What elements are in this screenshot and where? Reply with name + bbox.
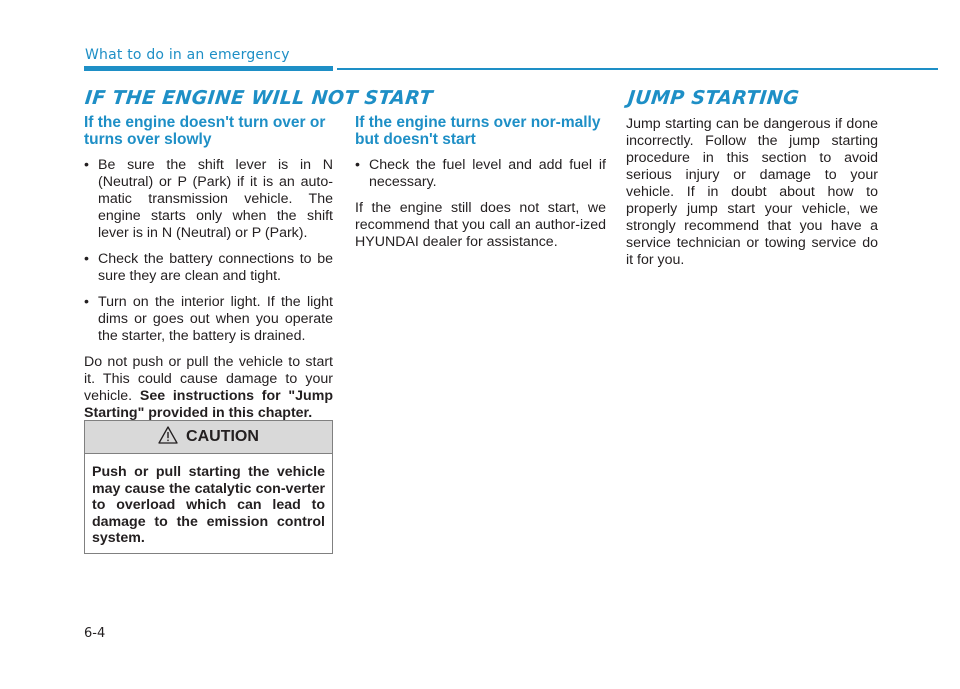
bullet-icon: • [84,294,89,310]
paragraph-text: Do not push or pull the vehicle to start it. This could cause damage to your vehicle. [84,354,333,404]
bullet-icon: • [84,157,89,173]
list-item [84,157,333,242]
page-number: 6-4 [84,626,106,641]
bullet-icon: • [84,251,89,267]
subhead-turns-over: If the engine turns over nor-mally but doesn't start [355,114,601,148]
list-item-text: Turn on the interior light. If the light dims or goes out when you operate the starter, the battery is drained. [98,294,333,344]
column-3 [626,116,878,278]
warning-triangle-icon [158,426,178,449]
column-2 [355,114,606,260]
section-label: What to do in an emergency [85,47,290,63]
caution-title: CAUTION [186,428,259,445]
caution-box [84,420,333,554]
list-item [355,157,606,191]
jump-start-paragraph: Jump starting can be dangerous if done incorrectly. Follow the jump starting procedure in this section to avoid serious injury or damage to your vehicle. If in doubt about how to properly jump start your vehicle, we strongly recommend that you have a service technician or towing service do it for you. [626,116,878,268]
column-1 [84,114,333,431]
subhead-no-turn-over: If the engine doesn't turn over or turns over slowly [84,114,326,148]
list-item-text: Be sure the shift lever is in N (Neutral) or P (Park) if it is an auto-matic transmission vehicle. The engine starts only when the shift lever is in N (Neutral) or P (Park). [98,157,333,241]
dealer-paragraph: If the engine still does not start, we recommend that you call an author-ized HYUNDAI dealer for assistance. [355,200,606,250]
list-item [84,251,333,285]
right-section-title: JUMP STARTING [626,87,801,109]
bullet-icon: • [355,157,360,173]
paragraph-reference: See instructions for "Jump Starting" provided in this chapter. [84,388,333,421]
list-item [84,294,333,345]
header-rule-thick [84,66,333,71]
header-rule-thin [337,68,938,70]
list-item-text: Check the battery connections to be sure they are clean and tight. [98,251,333,284]
bullet-list-1 [84,157,333,345]
bullet-list-2 [355,157,606,191]
list-item-text: Check the fuel level and add fuel if necessary. [369,157,606,190]
push-start-paragraph [84,354,333,422]
caution-body: Push or pull starting the vehicle may cause the catalytic con-verter to overload which can lead to damage to the emission control system. [92,464,325,546]
left-section-title: IF THE ENGINE WILL NOT START [83,87,434,109]
caution-header [85,421,332,454]
